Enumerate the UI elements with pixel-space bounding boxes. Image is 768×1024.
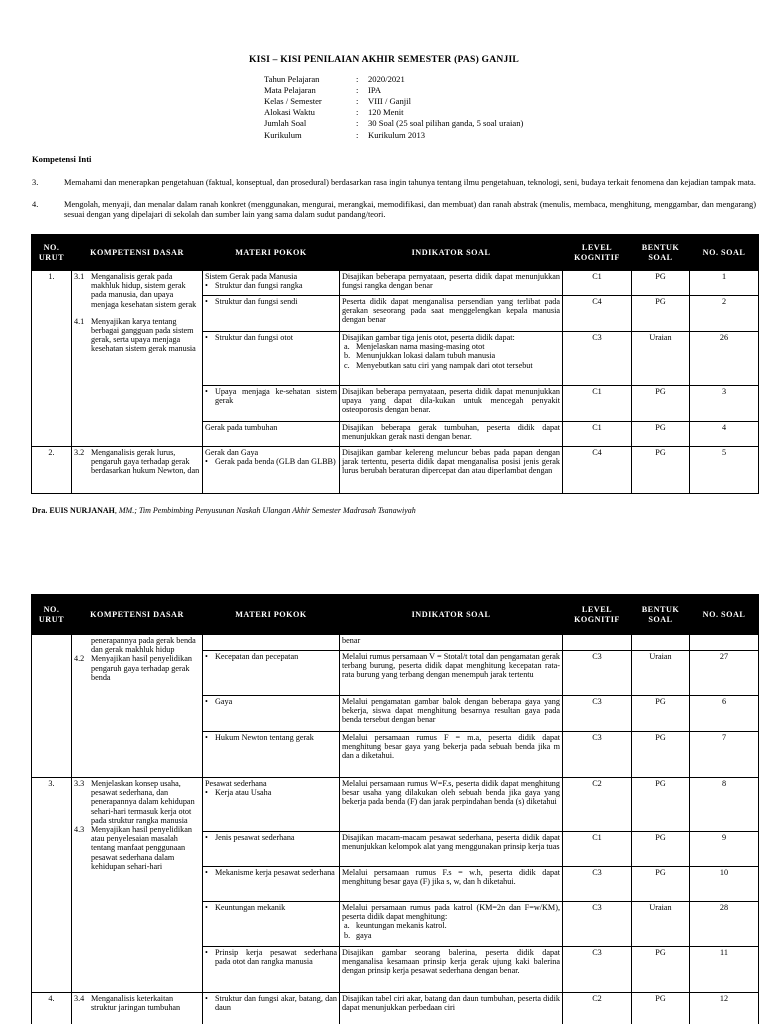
row-no: 2.: [32, 447, 72, 494]
mp-cell: Pesawat sederhana • Kerja atau Usaha: [203, 778, 340, 832]
indikator-cell: Disajikan beberapa pernyataan, peserta didik dapat menunjukkan upaya yang dapat dila-kukan untuk mencegah penyakit osteoporosis dengan benar.: [340, 386, 563, 422]
indikator-cell: Melalui persamaan rumus W=F.s, peserta didik dapat menghitung besar usaha yang dilakukan oleh sebuah benda jika gaya yang bekerja pada benda (F) dan jarak perpindahan benda (s) diketahui: [340, 778, 563, 832]
table-row: • Struktur dan fungsi sendi Peserta didik dapat menganalisa persendian yang terlibat pada gerakan seseorang pada saat menggelengkan kepala manusia dengan benar C4 PG 2: [32, 296, 759, 332]
header-no: NO. URUT: [32, 235, 72, 271]
mp-cell: Gerak pada tumbuhan: [203, 422, 340, 447]
mp-cell: • Struktur dan fungsi otot: [203, 332, 340, 386]
kd-cell: 3.4 Menganalisis keterkaitan struktur jaringan tumbuhan: [72, 993, 203, 1024]
kd-cell: 3.3 Menjelaskan konsep usaha, pesawat sederhana, dan penerapannya dalam kehidupan sehari-hari termasuk kerja otot pada struktur rangka manusia 4.3 Menyajikan hasil penyelidikan atau penyelesaian masalah tentang manfaat penggunaan pesawat sederhana dalam kehidupan sehari-hari: [72, 778, 203, 993]
mp-cell: • Kecepatan dan pecepatan: [203, 651, 340, 696]
kisi-table-1: [31, 234, 759, 494]
kisi-table-2: [31, 594, 759, 1024]
table-row: • Keuntungan mekanik Melalui persamaan rumus pada katrol (KM=2n dan F=w/KM), peserta didik dapat menghitung: a. keuntungan mekanis katrol. b. gaya C3 Uraian 28: [32, 902, 759, 947]
indikator-cell: Melalui persamaan rumus F = m.a, peserta didik dapat menghitung besar gaya yang bekerja pada sebuah benda jika m dan a diketahui.: [340, 732, 563, 778]
info-row: Kurikulum : Kurikulum 2013: [264, 129, 426, 140]
indikator-cell: Disajikan gambar tiga jenis otot, peserta didik dapat: a. Menjelaskan nama masing-masing otot b. Menunjukkan lokasi dalam tubuh manusia c. Menyebutkan satu ciri yang nampak dari otot tersebut: [340, 332, 563, 386]
table-row: • Struktur dan fungsi otot Disajikan gambar tiga jenis otot, peserta didik dapat: a. Menjelaskan nama masing-masing otot b. Menunjukkan lokasi dalam tubuh manusia c. Menyebutkan satu ciri yang nampak dari otot tersebut C3 Uraian 26: [32, 332, 759, 386]
table-row: • Hukum Newton tentang gerak Melalui persamaan rumus F = m.a, peserta didik dapat menghitung besar gaya yang bekerja pada sebuah benda jika m dan a diketahui. C3 PG 7: [32, 732, 759, 778]
indikator-cell: Disajikan gambar seorang balerina, peserta didik dapat menganalisa kesamaan prinsip kerja gerak ujung kaki balerina dengan prinsip kerja pesawat sederhana dengan benar.: [340, 947, 563, 993]
indikator-cell: Disajikan beberapa gerak tumbuhan, peserta didik dapat menunjukkan gerak nasti dengan benar.: [340, 422, 563, 447]
mp-cell: • Upaya menjaga ke-sehatan sistem gerak: [203, 386, 340, 422]
header-kd: KOMPETENSI DASAR: [72, 235, 203, 271]
header-no-soal: NO. SOAL: [690, 235, 759, 271]
table-row: 3. 3.3 Menjelaskan konsep usaha, pesawat sederhana, dan penerapannya dalam kehidupan sehari-hari termasuk kerja otot pada struktur rangka manusia 4.3 Menyajikan hasil penyelidikan atau penyelesaian masalah tentang manfaat penggunaan pesawat sederhana dalam kehidupan sehari-hari Pesawat sederhana • Kerja atau Usaha Melalui persamaan rumus W=F.s, peserta didik dapat menghitung besar usaha yang dilakukan oleh sebuah benda jika gaya yang bekerja pada benda (F) dan jarak perpindahan benda (s) diketahui C2 PG 8: [32, 778, 759, 832]
mp-cell: • Mekanisme kerja pesawat sederhana: [203, 867, 340, 902]
table-row: penerapannya pada gerak benda dan gerak makhluk hidup 4.2 Menyajikan hasil penyelidikan pengaruh gaya terhadap gerak benda benar: [32, 635, 759, 651]
indikator-cell: Melalui pengamatan gambar balok dengan beberapa gaya yang bekerja, siswa dapat menghitung besarnya resultan gaya pada benda tersebut dengan benar: [340, 696, 563, 732]
row-no: 3.: [32, 778, 72, 993]
no-soal-cell: 1: [690, 271, 759, 296]
table-row: 4. 3.4 Menganalisis keterkaitan struktur jaringan tumbuhan • Struktur dan fungsi akar, batang, dan daun Disajikan tabel ciri akar, batang dan daun tumbuhan, peserta didik dapat menunjukkan perbedaan ciri C2 PG 12: [32, 993, 759, 1024]
table-row: • Jenis pesawat sederhana Disajikan macam-macam pesawat sederhana, peserta didik dapat menunjukkan kelompok alat yang menggunakan prinsip kerja tuas C1 PG 9: [32, 832, 759, 867]
mp-cell: • Prinsip kerja pesawat sederhana pada otot dan rangka manusia: [203, 947, 340, 993]
mp-cell: • Struktur dan fungsi akar, batang, dan daun: [203, 993, 340, 1024]
mp-cell: • Keuntungan mekanik: [203, 902, 340, 947]
table-row: • Gaya Melalui pengamatan gambar balok dengan beberapa gaya yang bekerja, siswa dapat menghitung besarnya resultan gaya pada benda tersebut dengan benar C3 PG 6: [32, 696, 759, 732]
table-row: • Prinsip kerja pesawat sederhana pada otot dan rangka manusia Disajikan gambar seorang balerina, peserta didik dapat menganalisa kesamaan prinsip kerja gerak ujung kaki balerina dengan prinsip kerja pesawat sederhana dengan benar. C3 PG 11: [32, 947, 759, 993]
header-indikator: INDIKATOR SOAL: [340, 235, 563, 271]
mp-cell: • Struktur dan fungsi sendi: [203, 296, 340, 332]
header-mp: MATERI POKOK: [203, 235, 340, 271]
level-cell: C1: [563, 271, 632, 296]
header-level: LEVEL KOGNITIF: [563, 235, 632, 271]
table-header-row: [32, 235, 759, 271]
indikator-cell: Melalui persamaan rumus F.s = w.h, peserta didik dapat menghitung besar gaya (F) jika s, w, dan h diketahui.: [340, 867, 563, 902]
page-footer: Dra. EUIS NURJANAH, MM.; Tim Pembimbing Penyusunan Naskah Ulangan Akhir Semester Madrasah Tsanawiyah: [32, 506, 416, 515]
row-no: [32, 635, 72, 778]
indikator-cell: Melalui rumus persamaan V = Stotal/t total dan pengamatan gerak terbang burung, peserta didik dapat menghitung kecepatan rata-rata burung yang terbang dengan menempuh jarak tertentu: [340, 651, 563, 696]
indikator-cell: Melalui persamaan rumus pada katrol (KM=2n dan F=w/KM), peserta didik dapat menghitung: a. keuntungan mekanis katrol. b. gaya: [340, 902, 563, 947]
header-bentuk: BENTUK SOAL: [632, 235, 690, 271]
indikator-cell: Disajikan beberapa pernyataan, peserta didik dapat menunjukkan fungsi rangka dengan benar: [340, 271, 563, 296]
info-row: Jumlah Soal : 30 Soal (25 soal pilihan ganda, 5 soal uraian): [264, 118, 524, 129]
mp-cell: • Hukum Newton tentang gerak: [203, 732, 340, 778]
indikator-cell: Disajikan gambar kelereng meluncur bebas pada papan dengan jarak tertentu, peserta didik dapat menganalisa posisi jenis gerak lurus berubah beraturan dipercepat dan atau diperlambat dengan: [340, 447, 563, 494]
bentuk-cell: PG: [632, 271, 690, 296]
row-no: 1.: [32, 271, 72, 447]
table-row: • Kecepatan dan pecepatan Melalui rumus persamaan V = Stotal/t total dan pengamatan gerak terbang burung, peserta didik dapat menghitung kecepatan rata-rata burung yang terbang dengan menempuh jarak tertentu C3 Uraian 27: [32, 651, 759, 696]
info-row: Alokasi Waktu : 120 Menit: [264, 107, 404, 118]
table-row: Gerak pada tumbuhan Disajikan beberapa gerak tumbuhan, peserta didik dapat menunjukkan gerak nasti dengan benar. C1 PG 4: [32, 422, 759, 447]
kd-cell: 3.2 Menganalisis gerak lurus, pengaruh gaya terhadap gerak berdasarkan hukum Newton, dan: [72, 447, 203, 494]
table-row: • Mekanisme kerja pesawat sederhana Melalui persamaan rumus F.s = w.h, peserta didik dapat menghitung besar gaya (F) jika s, w, dan h diketahui. C3 PG 10: [32, 867, 759, 902]
table-header-row: NO. URUT KOMPETENSI DASAR MATERI POKOK INDIKATOR SOAL LEVEL KOGNITIF BENTUK SOAL NO. SOAL: [32, 595, 759, 635]
table-row: 2. 3.2 Menganalisis gerak lurus, pengaruh gaya terhadap gerak berdasarkan hukum Newton, dan Gerak dan Gaya • Gerak pada benda (GLB dan GLBB) Disajikan gambar kelereng meluncur bebas pada papan dengan jarak tertentu, peserta didik dapat menganalisa posisi jenis gerak lurus berubah beraturan dipercepat dan atau diperlambat dengan C4 PG 5: [32, 447, 759, 494]
mp-cell: Gerak dan Gaya • Gerak pada benda (GLB dan GLBB): [203, 447, 340, 494]
indikator-cell: Disajikan tabel ciri akar, batang dan daun tumbuhan, peserta didik dapat menunjukkan perbedaan ciri: [340, 993, 563, 1024]
ki-item-4: 4. Mengolah, menyaji, dan menalar dalam ranah konkret (menggunakan, mengurai, merangkai, memodifikasi, dan membuat) dan ranah abstrak (menulis, membaca, menghitung, menggambar, dan mengarang) sesuai dengan yang dipelajari di sekolah dan sumber lain yang sama dalam sudut pandang/teori.: [32, 200, 756, 219]
table-row: • Upaya menjaga ke-sehatan sistem gerak Disajikan beberapa pernyataan, peserta didik dapat menunjukkan upaya yang dapat dila-kukan untuk mencegah penyakit osteoporosis dengan benar. C1 PG 3: [32, 386, 759, 422]
ki-item-3: 3. Memahami dan menerapkan pengetahuan (faktual, konseptual, dan prosedural) berdasarkan rasa ingin tahunya tentang ilmu pengetahuan, teknologi, seni, budaya terkait fenomena dan kejadian tampak mata.: [32, 178, 756, 187]
row-no: 4.: [32, 993, 72, 1024]
indikator-cell: Peserta didik dapat menganalisa persendian yang terlibat pada gerakan seseorang pada saat menggelengkan kepala manusia dengan benar: [340, 296, 563, 332]
document-title: KISI – KISI PENILAIAN AKHIR SEMESTER (PAS) GANJIL: [248, 54, 520, 65]
kd-cell: 3.1 Menganalisis gerak pada makhluk hidup, sistem gerak pada manusia, dan upaya menjaga kesehatan sistem gerak 4.1 Menyajikan karya tentang berbagai gangguan pada sistem gerak, serta upaya menjaga kesehatan sistem gerak manusia: [72, 271, 203, 447]
info-row: Kelas / Semester : VIII / Ganjil: [264, 96, 411, 107]
info-row: Tahun Pelajaran : 2020/2021: [264, 73, 405, 84]
mp-cell: Sistem Gerak pada Manusia • Struktur dan fungsi rangka: [203, 271, 340, 296]
mp-cell: • Gaya: [203, 696, 340, 732]
ki-heading: Kompetensi Inti: [32, 154, 92, 164]
indikator-cell: Disajikan macam-macam pesawat sederhana, peserta didik dapat menunjukkan kelompok alat yang menggunakan prinsip kerja tuas: [340, 832, 563, 867]
kd-cell: penerapannya pada gerak benda dan gerak makhluk hidup 4.2 Menyajikan hasil penyelidikan pengaruh gaya terhadap gerak benda: [72, 635, 203, 778]
page-2: [0, 585, 768, 1024]
table-row: [32, 271, 759, 296]
info-row: Mata Pelajaran : IPA: [264, 84, 382, 95]
info-block: [264, 74, 523, 141]
mp-cell: • Jenis pesawat sederhana: [203, 832, 340, 867]
